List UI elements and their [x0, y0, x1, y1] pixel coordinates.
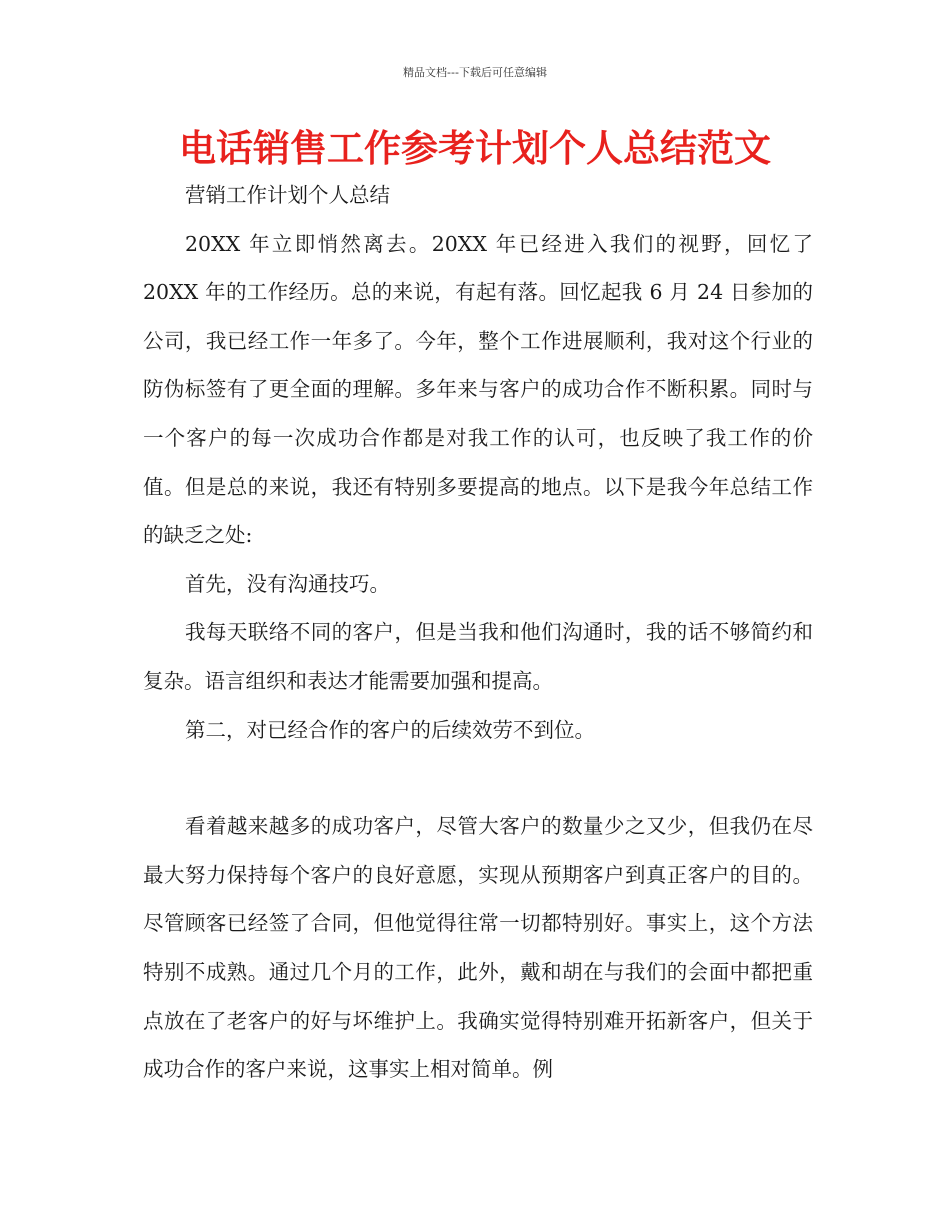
paragraph-1: 20XX 年立即悄然离去。20XX 年已经进入我们的视野，回忆了 20XX 年的工作经历。总的来说，有起有落。回忆起我 6 月 24 日参加的公司，我已经工作一年多了。今年，整个工作进展顺利，我对这个行业的防伪标签有了更全面的理解。多年来与客户的成功合作不断积累。同时与一个客户的每一次成功合作都是对我工作的认可，也反映了我工作的价值。但是总的来说，我还有特别多要提高的地点。以下是我今年总结工作的缺乏之处:	[143, 231, 813, 548]
document-body	[143, 171, 813, 1094]
paragraph-5: 看着越来越多的成功客户，尽管大客户的数量少之又少，但我仍在尽最大努力保持每个客户的良好意愿，实现从预期客户到真正客户的目的。尽管顾客已经签了合同，但他觉得往常一切都特别好。事实上，这个方法特别不成熟。通过几个月的工作，此外，戴和胡在与我们的会面中都把重点放在了老客户的好与坏维护上。我确实觉得特别难开拓新客户，但关于成功合作的客户来说，这事实上相对简单。例	[143, 814, 813, 1082]
paragraph-4: 第二，对已经合作的客户的后续效劳不到位。	[185, 717, 595, 742]
paragraph-2: 首先，没有沟通技巧。	[185, 571, 390, 596]
paragraph-3: 我每天联络不同的客户，但是当我和他们沟通时，我的话不够简约和复杂。语言组织和表达才能需要加强和提高。	[143, 620, 813, 693]
header-note: 精品文档---下载后可任意编辑	[403, 66, 547, 79]
document-title: 电话销售工作参考计划个人总结范文	[179, 127, 771, 170]
paragraph-spacer	[143, 754, 813, 802]
document-subtitle: 营销工作计划个人总结	[185, 183, 390, 207]
